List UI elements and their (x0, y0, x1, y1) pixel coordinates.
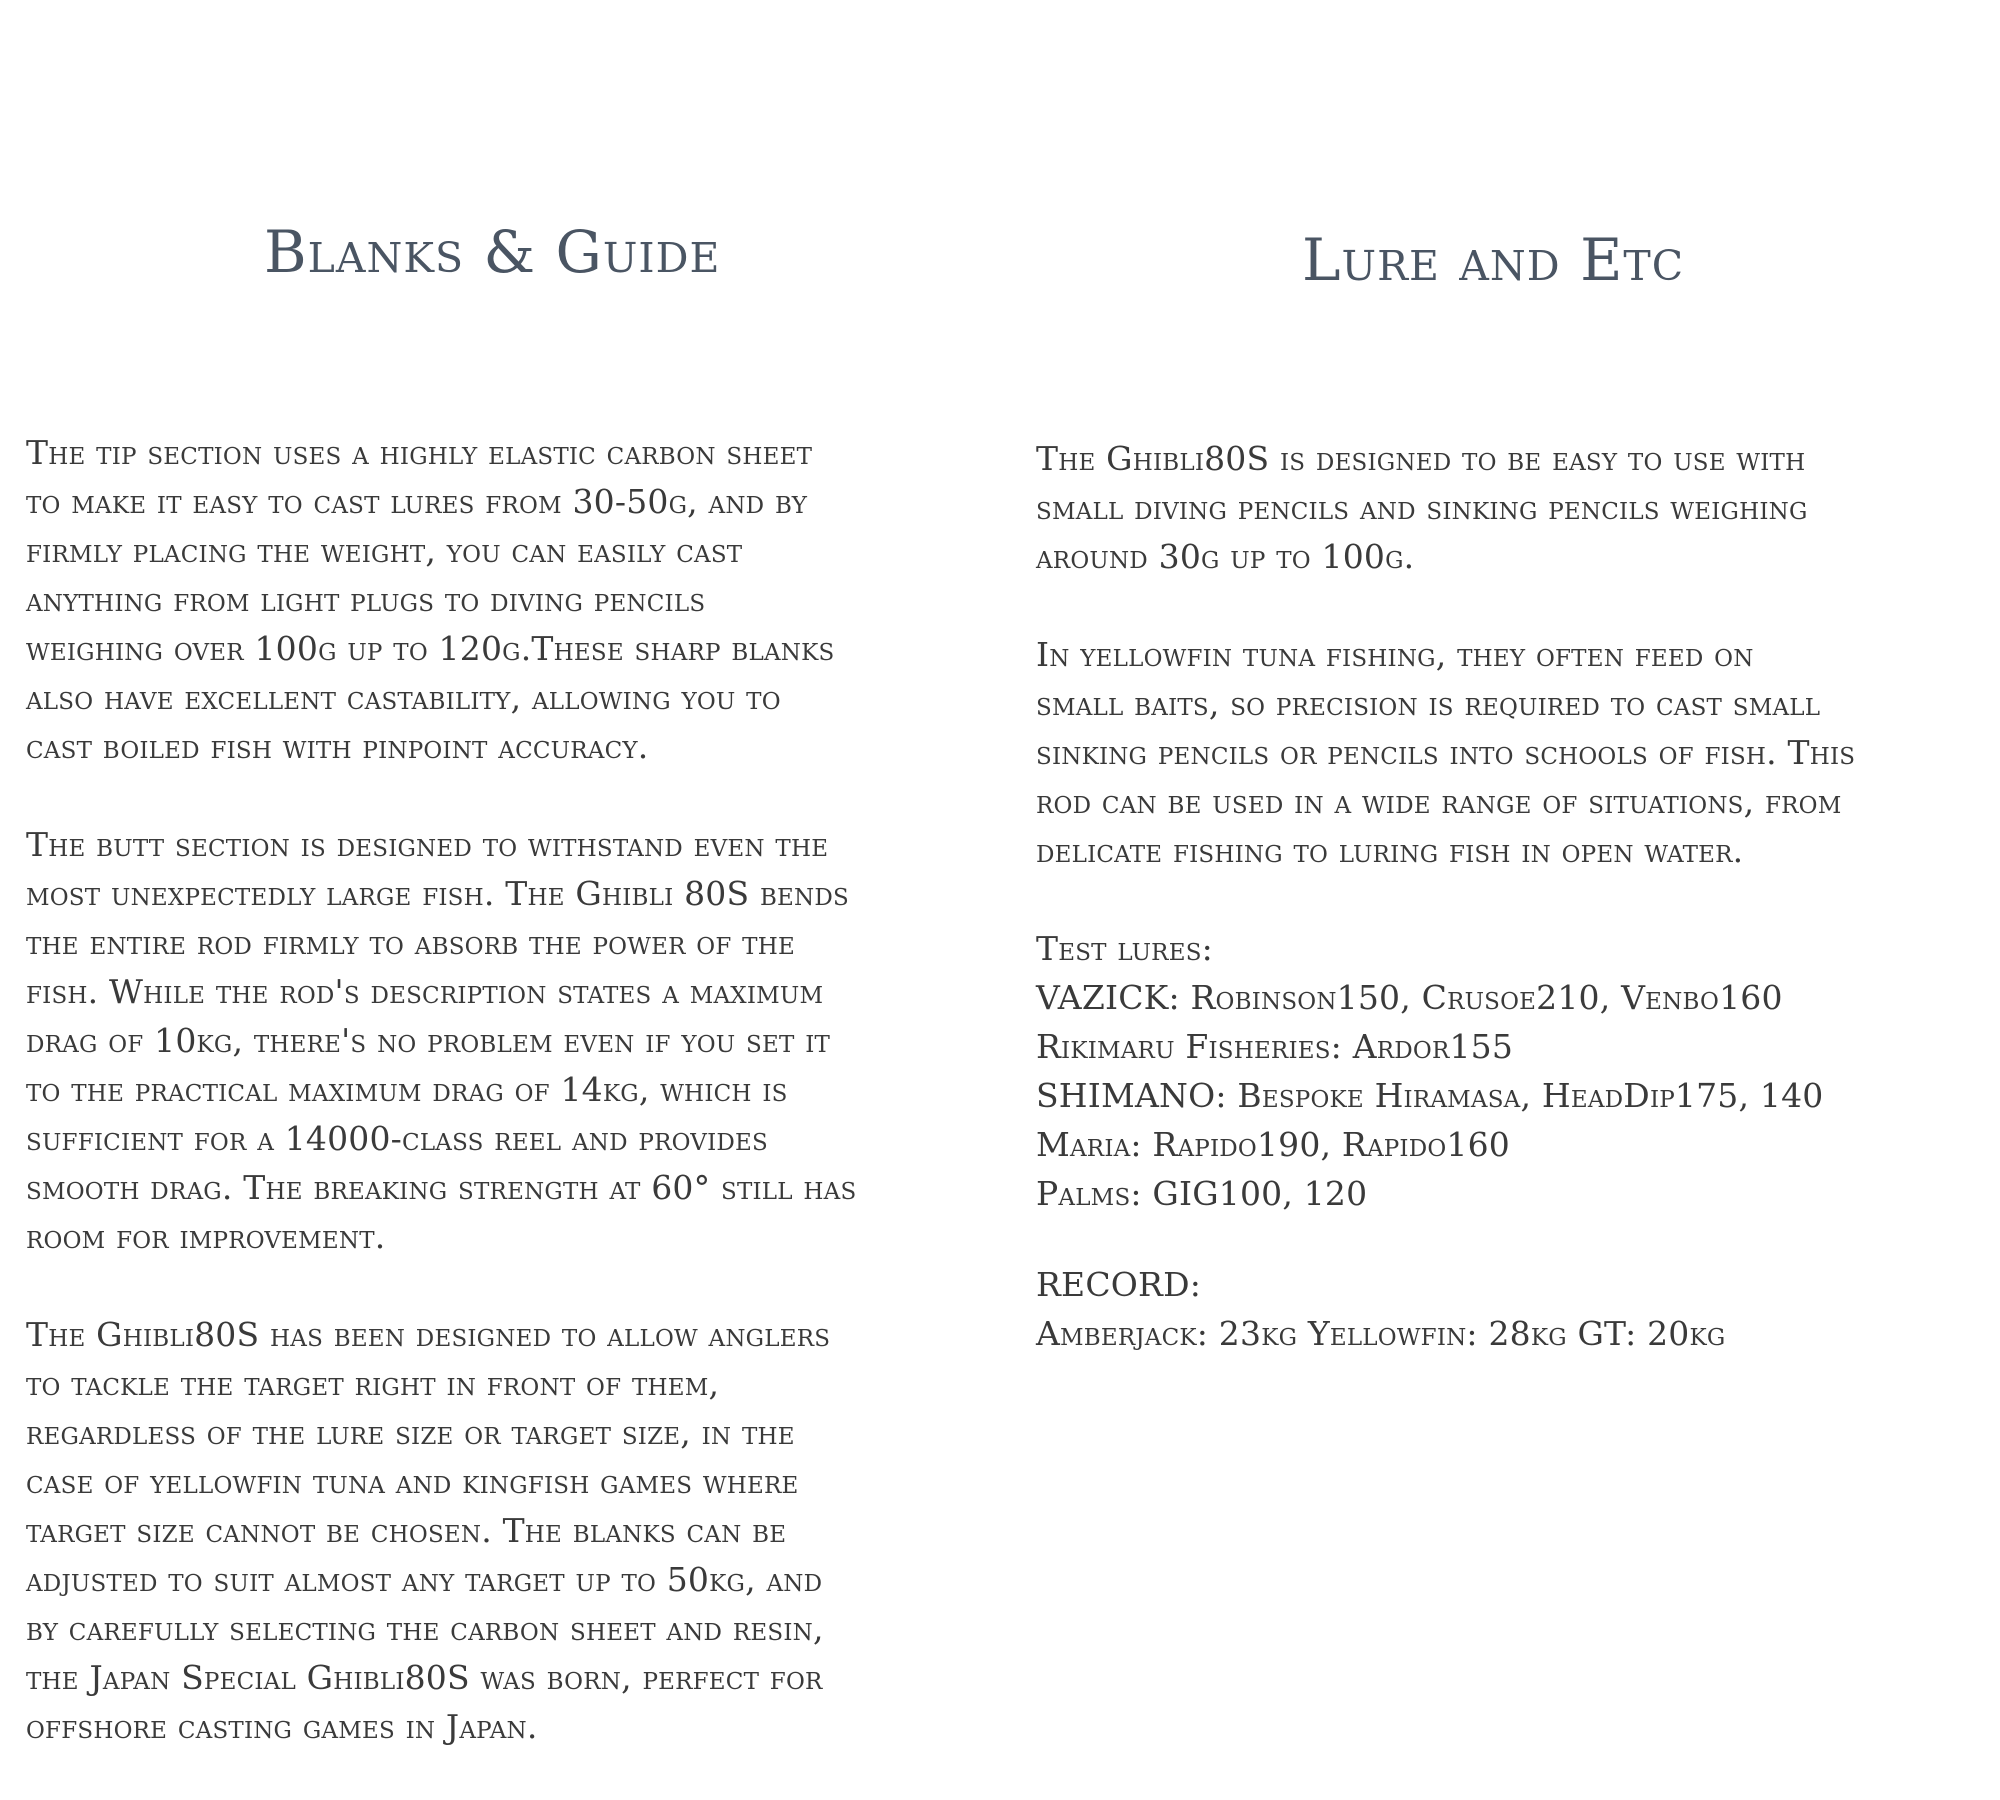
text-line: smooth drag. The breaking strength at 60° still has (26, 1168, 857, 1207)
text-line: by carefully selecting the carbon sheet and resin, (26, 1609, 824, 1648)
text-line: The Ghibli80S is designed to be easy to use with (1036, 439, 1806, 478)
text-line: The butt section is designed to withstand even the (26, 825, 829, 864)
text-line: adjusted to suit almost any target up to 50kg, and (26, 1560, 823, 1599)
text-line: offshore casting games in Japan. (26, 1707, 538, 1746)
text-line: firmly placing the weight, you can easily cast (26, 531, 743, 570)
text-line: cast boiled fish with pinpoint accuracy. (26, 727, 649, 766)
list-item: SHIMANO: Bespoke Hiramasa, HeadDip175, 140 (1036, 1076, 1824, 1115)
record-values: Amberjack: 23kg Yellowfin: 28kg GT: 20kg (1036, 1314, 1726, 1353)
text-line: drag of 10kg, there's no problem even if you set it (26, 1021, 831, 1060)
blanks-guide-body (26, 428, 976, 1800)
list-item: Palms: GIG100, 120 (1036, 1174, 1368, 1213)
text-line: small diving pencils and sinking pencils weighing (1036, 488, 1808, 527)
lure-paragraph-1 (1036, 434, 1986, 581)
lure-etc-heading: Lure and Etc (1302, 226, 1685, 294)
blanks-guide-heading: Blanks & Guide (264, 218, 721, 286)
text-line: regardless of the lure size or target size, in the (26, 1413, 795, 1452)
record-block (1036, 1260, 1986, 1358)
text-line: around 30g up to 100g. (1036, 537, 1415, 576)
text-line: The Ghibli80S has been designed to allow anglers (26, 1315, 831, 1354)
text-line: rod can be used in a wide range of situations, from (1036, 782, 1842, 821)
list-item: Rikimaru Fisheries: Ardor155 (1036, 1027, 1514, 1066)
blanks-paragraph-3 (26, 1310, 976, 1751)
blanks-paragraph-1 (26, 428, 976, 771)
text-line: to the practical maximum drag of 14kg, which is (26, 1070, 788, 1109)
blanks-paragraph-2 (26, 820, 976, 1261)
text-line: most unexpectedly large fish. The Ghibli 80S bends (26, 874, 849, 913)
text-line: sufficient for a 14000-class reel and provides (26, 1119, 768, 1158)
text-line: sinking pencils or pencils into schools of fish. This (1036, 733, 1856, 772)
lure-paragraph-2 (1036, 630, 1986, 875)
text-line: case of yellowfin tuna and kingfish games where (26, 1462, 799, 1501)
text-line: small baits, so precision is required to cast small (1036, 684, 1821, 723)
text-line: to tackle the target right in front of them, (26, 1364, 720, 1403)
text-line: delicate fishing to luring fish in open water. (1036, 831, 1744, 870)
text-line: The tip section uses a highly elastic carbon sheet (26, 433, 813, 472)
list-item: VAZICK: Robinson150, Crusoe210, Venbo160 (1036, 978, 1783, 1017)
text-line: the entire rod firmly to absorb the power of the (26, 923, 795, 962)
record-heading: RECORD: (1036, 1265, 1202, 1304)
test-lures-list (1036, 924, 1986, 1218)
text-line: fish. While the rod's description states a maximum (26, 972, 824, 1011)
text-line: also have excellent castability, allowing you to (26, 678, 781, 717)
text-line: weighing over 100g up to 120g.These sharp blanks (26, 629, 835, 668)
test-lures-heading: Test lures: (1036, 929, 1213, 968)
text-line: In yellowfin tuna fishing, they often feed on (1036, 635, 1754, 674)
lure-etc-body (1036, 434, 1986, 1400)
list-item: Maria: Rapido190, Rapido160 (1036, 1125, 1511, 1164)
text-line: anything from light plugs to diving pencils (26, 580, 706, 619)
text-line: room for improvement. (26, 1217, 386, 1256)
text-line: target size cannot be chosen. The blanks can be (26, 1511, 787, 1550)
text-line: to make it easy to cast lures from 30-50g, and by (26, 482, 808, 521)
text-line: the Japan Special Ghibli80S was born, perfect for (26, 1658, 823, 1697)
